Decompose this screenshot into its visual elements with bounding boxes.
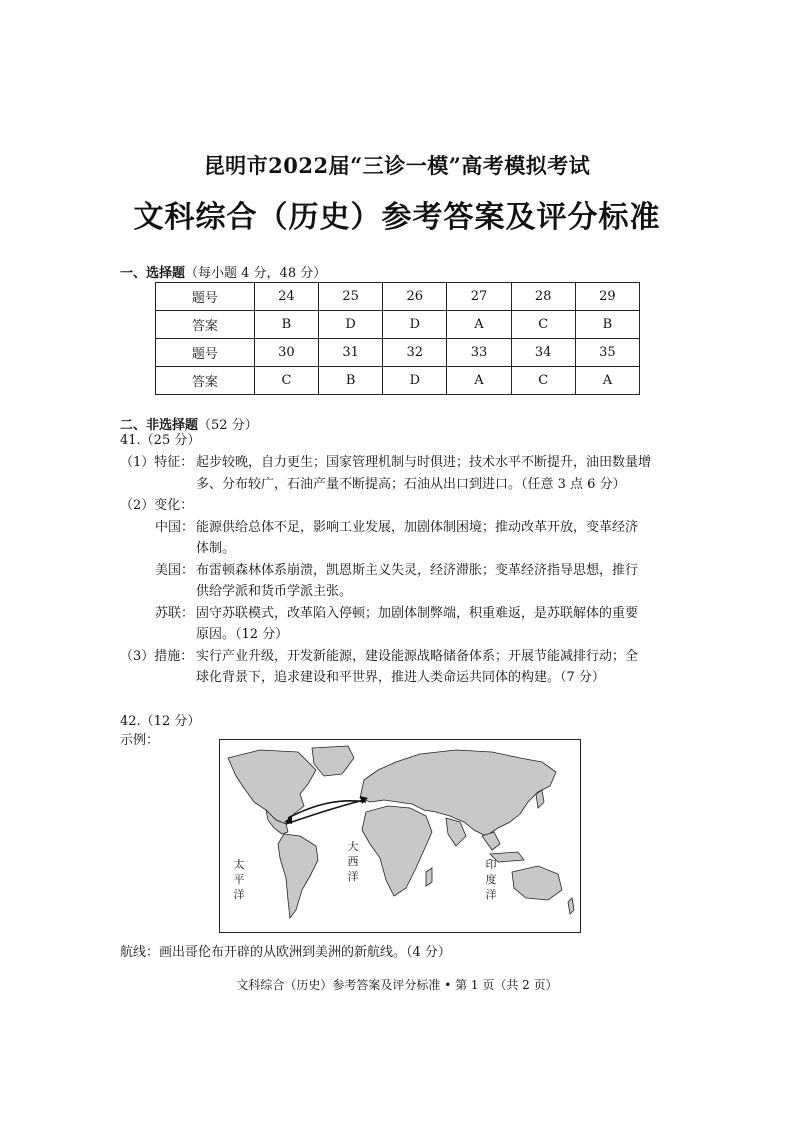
- answer-table-row: [156, 311, 640, 339]
- answer-table-cell: 27: [447, 283, 511, 311]
- answer-table-cell: 31: [319, 339, 383, 367]
- q42-label: 42.（12 分）: [120, 714, 201, 729]
- exam-title: 昆明市2022届“三诊一模”高考模拟考试: [203, 153, 591, 178]
- answer-table-row-header: 答案: [156, 367, 255, 395]
- greenland-shape: [312, 746, 354, 776]
- north-america-shape: [228, 750, 316, 824]
- answer-table-cell: B: [575, 311, 639, 339]
- china-label: 中国：: [155, 520, 195, 535]
- q41-p1-line2: 多、分布较广，石油产量不断提高；石油从出口到进口。（任意 3 点 6 分）: [196, 477, 626, 492]
- china-line2: 体制。: [196, 541, 236, 556]
- answer-table-row: [156, 339, 640, 367]
- answer-table-row: [156, 367, 640, 395]
- answer-table-cell: C: [511, 311, 575, 339]
- answer-table-cell: D: [383, 367, 447, 395]
- answer-table-cell: A: [447, 311, 511, 339]
- ussr-label: 苏联：: [155, 606, 195, 621]
- answer-table-row-header: 题号: [156, 283, 255, 311]
- madagascar-shape: [426, 868, 432, 886]
- answer-table: [155, 282, 640, 395]
- answer-table-cell: 35: [575, 339, 639, 367]
- section1-heading-text: 一、选择题: [120, 266, 186, 281]
- new-zealand-shape: [568, 898, 574, 914]
- answer-table-cell: C: [254, 367, 318, 395]
- world-map-drawing: [220, 740, 579, 931]
- route-answer: 航线：画出哥伦布开辟的从欧洲到美洲的新航线。（4 分）: [120, 945, 451, 960]
- australia-shape: [512, 866, 562, 900]
- section1-note: （每小题 4 分，48 分）: [185, 266, 327, 281]
- q41-label: 41.（25 分）: [120, 433, 201, 448]
- answer-table-cell: B: [254, 311, 318, 339]
- ussr-line2: 原因。（12 分）: [196, 627, 289, 642]
- usa-line1: 布雷顿森林体系崩溃，凯恩斯主义失灵，经济滞胀；变革经济指导思想，推行: [196, 563, 639, 578]
- answer-table-cell: 32: [383, 339, 447, 367]
- atlantic-label: 大西洋: [347, 840, 359, 883]
- answer-table-cell: A: [575, 367, 639, 395]
- answer-key-title: 文科综合（历史）参考答案及评分标准: [133, 200, 661, 235]
- answer-table-cell: 26: [383, 283, 447, 311]
- usa-line2: 供给学派和货币学派主张。: [196, 584, 353, 599]
- q42-example: 示例：: [120, 733, 160, 748]
- answer-table-cell: 33: [447, 339, 511, 367]
- answer-table-row: [156, 283, 640, 311]
- answer-table-row-header: 答案: [156, 311, 255, 339]
- answer-table-cell: A: [447, 367, 511, 395]
- answer-table-cell: 30: [254, 339, 318, 367]
- answer-table-cell: C: [511, 367, 575, 395]
- q41-p1-line1: 起步较晚，自力更生；国家管理机制与时俱进；技术水平不断提升，油田数量增: [196, 455, 652, 470]
- section2-note: （52 分）: [198, 418, 258, 433]
- pacific-label: 太平洋: [233, 858, 245, 901]
- answer-table-cell: 34: [511, 339, 575, 367]
- answer-table-cell: 28: [511, 283, 575, 311]
- usa-label: 美国：: [155, 563, 195, 578]
- q41-p3-line1: 实行产业升级，开发新能源，建设能源战略储备体系；开展节能减排行动；全: [196, 649, 639, 664]
- answer-table-cell: D: [319, 311, 383, 339]
- answer-table-cell: D: [383, 311, 447, 339]
- south-america-shape: [278, 834, 318, 918]
- q41-p1-label: （1）特征：: [120, 455, 194, 470]
- ussr-line1: 固守苏联模式，改革陷入停顿；加剧体制弊端，积重难返，是苏联解体的重要: [196, 606, 639, 621]
- indian-label: 印度洋: [485, 858, 497, 901]
- africa-shape: [362, 806, 432, 896]
- page-footer: 文科综合（历史）参考答案及评分标准 • 第 1 页（共 2 页）: [236, 978, 558, 992]
- answer-table-cell: 25: [319, 283, 383, 311]
- answer-table-cell: 24: [254, 283, 318, 311]
- answer-table-cell: B: [319, 367, 383, 395]
- world-map: [219, 739, 581, 933]
- q41-p3-label: （3）措施：: [120, 649, 194, 664]
- answer-table-cell: 29: [575, 283, 639, 311]
- q41-p3-line2: 球化背景下，追求建设和平世界，推进人类命运共同体的构建。（7 分）: [196, 670, 605, 685]
- southeast-asia-shape: [482, 832, 500, 850]
- q41-p2-label: （2）变化：: [120, 498, 194, 513]
- answer-table-row-header: 题号: [156, 339, 255, 367]
- india-shape: [446, 818, 466, 846]
- section2-heading-text: 二、非选择题: [120, 418, 199, 433]
- china-line1: 能源供给总体不足，影响工业发展，加剧体制困境；推动改革开放，变革经济: [196, 520, 639, 535]
- section1-heading: [120, 262, 326, 281]
